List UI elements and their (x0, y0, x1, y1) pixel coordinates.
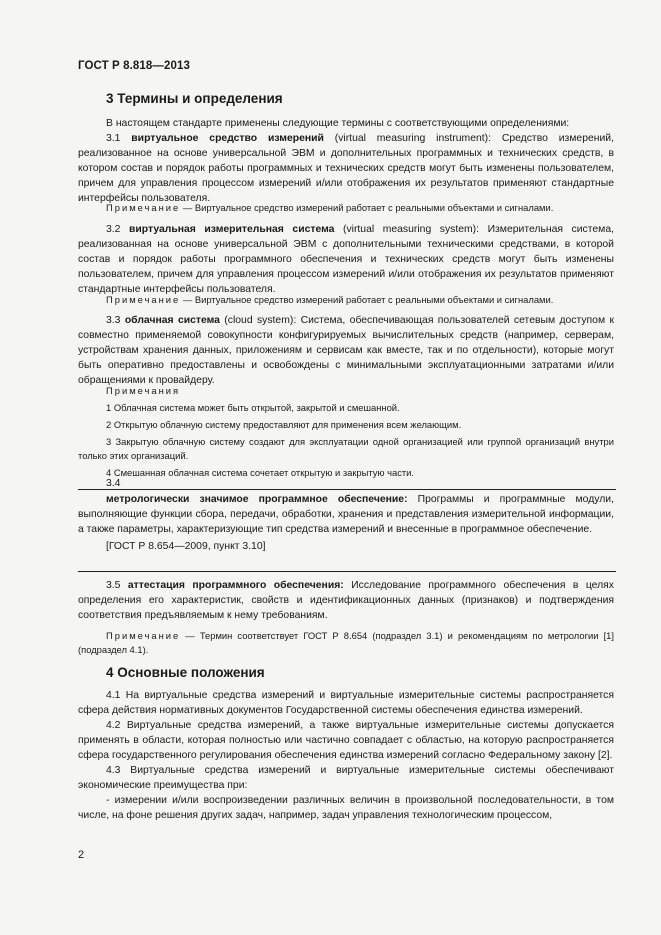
document-code: ГОСТ Р 8.818—2013 (78, 60, 190, 72)
section-3-title: 3 Термины и определения (106, 91, 283, 106)
term-3-4-number: 3.4 (106, 478, 121, 489)
note-item: 4 Смешанная облачная система сочетает открытую и закрытую части. (106, 467, 415, 478)
term-3-1: 3.1 виртуальное средство измерений (virtual measuring instrument): Средство измерений, реализованное на основе универсальной ЭВМ и дополнительных программных и технических средств, в котором состав и порядок работы программных и технических средств могут быть изменены пользователем, причем для управления процессом измерений и/или отображения их результатов применяют стандартные интерфейсы пользователя. (78, 133, 615, 204)
section-4-body (78, 688, 614, 823)
term-3-3-block (78, 313, 614, 388)
note-item: 1 Облачная система может быть открытой, закрытой и смешанной. (106, 402, 400, 413)
note-3-2: Примечание — Виртуальное средство измерений работает с реальными объектами и сигналами. (106, 294, 554, 305)
term-3-5-name: аттестация программного обеспечения: (127, 580, 344, 591)
term-3-2-block (78, 222, 614, 297)
term-3-4: метрологически значимое программное обеспечение: Программы и программные модули, выполняющие функции сбора, передачи, обработки, хранения и представления измерительной информации, а также параметры, характеризующие тип средства измерений и внесенные в программное обеспечение. (78, 494, 614, 535)
paragraph-4-3: 4.3 Виртуальные средства измерений и виртуальные измерительные системы обеспечивают экономические преимущества при: (78, 765, 614, 791)
term-3-4-name: метрологически значимое программное обеспечение: (106, 494, 408, 505)
section-3-body (78, 116, 614, 206)
term-3-2-name: виртуальная измерительная система (129, 224, 335, 235)
term-3-5: 3.5 аттестация программного обеспечения: Исследование программного обеспечения в целях определения его характеристик, свойств и идентификационных данных (признаков) и подтверждения соответствия предъявляемым к нему требованиям. (78, 580, 614, 621)
term-3-4-block (78, 492, 614, 554)
section-3-intro: В настоящем стандарте применены следующие термины с соответствующими определениями: (106, 118, 570, 129)
note-3-1: Примечание — Виртуальное средство измерений работает с реальными объектами и сигналами. (106, 202, 554, 213)
notes-3-3: Примечания 1 Облачная система может быть открытой, закрытой и смешанной. 2 Открытую облачную систему предоставляют для применения всем желающим. 3 Закрытую облачную систему создают для эксплуатации одной организацией или группой организаций внутри только этих организаций. 4 Смешанная облачная система сочетает открытую и закрытую части. (78, 385, 614, 478)
term-3-1-name: виртуальное средство измерений (131, 133, 324, 144)
term-3-5-block (78, 578, 614, 623)
note-3-5: Примечание — Термин соответствует ГОСТ Р 8.654 (подраздел 3.1) и рекомендациям по метрологии [1] (подраздел 4.1). (78, 630, 614, 655)
term-3-2: 3.2 виртуальная измерительная система (virtual measuring system): Измерительная система, реализованная на основе универсальной ЭВМ с дополнительными техническими средствами, в которой состав и порядок работы программного обеспечения и технических средств могут быть изменены пользователем, причем для управления процессом измерений и/или отображения их результатов применяют стандартные интерфейсы пользователя. (78, 224, 614, 295)
section-4-title: 4 Основные положения (106, 665, 265, 680)
paragraph-4-2: 4.2 Виртуальные средства измерений, а также виртуальные измерительные системы допускается применять в области, которая полностью или частично совпадает с областью, на которую распространяется сфера государственного регулирования обеспечения единства измерений согласно Федеральному закону [2]. (78, 720, 614, 761)
paragraph-4-1: 4.1 На виртуальные средства измерений и виртуальные измерительные системы распространяется сфера действия нормативных документов Государственной системы обеспечения единства измерений. (78, 690, 614, 716)
note-item: 3 Закрытую облачную систему создают для эксплуатации одной организацией или группой организаций внутри только этих организаций. (78, 436, 614, 461)
note-item: 2 Открытую облачную систему предоставляют для применения всем желающим. (106, 419, 462, 430)
term-3-4-reference: [ГОСТ Р 8.654—2009, пункт 3.10] (106, 541, 266, 552)
term-3-3: 3.3 облачная система (cloud system): Система, обеспечивающая пользователей сетевым доступом к совместно применяемой совокупности конфигурируемых вычислительных средств (например, серверам, устройствам хранения данных, приложениям и сервисам как вместе, так и по отдельности), которые могут быть оперативно предоставлены и освобождены с минимальными эксплуатационными затратами и/или обращениями к провайдеру. (78, 315, 615, 386)
term-3-3-name: облачная система (124, 315, 220, 326)
page-number: 2 (78, 849, 85, 861)
paragraph-4-3-item: - измерении и/или воспроизведении различных величин в произвольной последовательности, в том числе, на фоне решения других задач, например, задач управления технологическим процессом, (78, 795, 614, 821)
